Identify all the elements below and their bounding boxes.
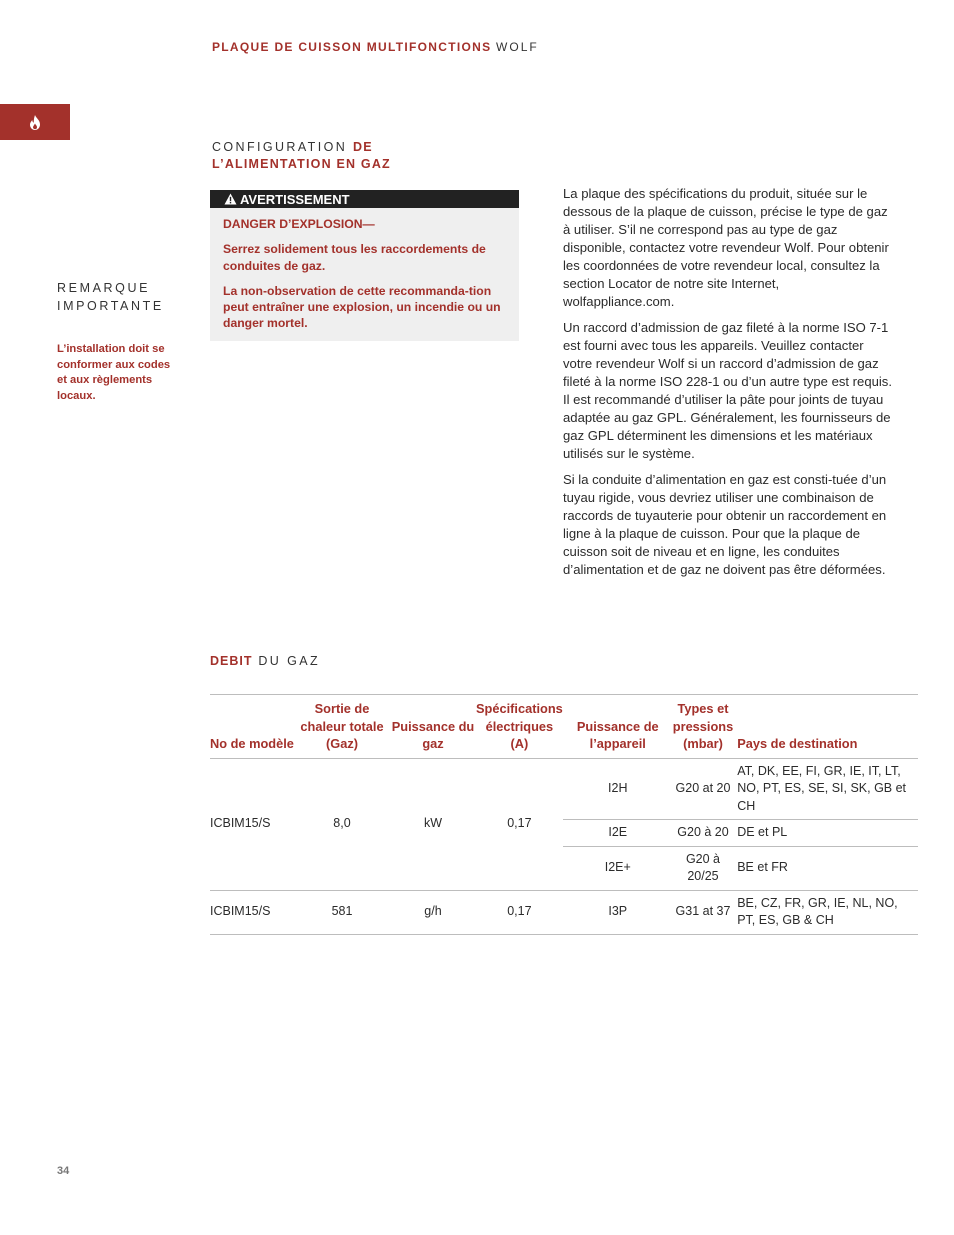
- cell-types: G20 à 20/25: [673, 846, 733, 890]
- gas-flow-title: [210, 654, 320, 668]
- header-types: Types et pressions (mbar): [673, 695, 733, 759]
- warning-text-1: Serrez solidement tous les raccordements de conduites de gaz.: [223, 242, 486, 273]
- header-brand: WOLF: [496, 40, 539, 54]
- cell-types: G20 à 20: [673, 820, 733, 847]
- header-elec: Spécifications électriques (A): [476, 695, 563, 759]
- cell-appliance: I3P: [563, 890, 673, 934]
- gas-flow-title-bold: DEBIT: [210, 654, 253, 668]
- cell-appliance: I2H: [563, 758, 673, 820]
- cell-dest: DE et PL: [733, 820, 918, 847]
- section-title-bold-1: DE: [353, 140, 373, 154]
- page-number: 34: [57, 1165, 70, 1177]
- body-paragraph-2: Un raccord d’admission de gaz fileté à la norme ISO 7-1 est fourni avec tous les appareils. Veuillez contacter votre revendeur Wolf si un raccord d’admission de gaz fileté à la norme ISO 228-1 ou d’un autre type est requis. Il est recommandé d’utiliser la pâte pour joints de tuyau adaptée au gaz GPL. Généralement, les fournisseurs de gaz GPL déterminent les dimensions et les matériaux utilisés sur le système.: [563, 320, 892, 461]
- header-power: Puissance du gaz: [390, 695, 476, 759]
- warning-box: [210, 190, 519, 341]
- cell-power: g/h: [390, 890, 476, 934]
- remarque-line2: IMPORTANTE: [57, 299, 164, 313]
- cell-output: 8,0: [294, 758, 390, 890]
- flame-tab: [0, 104, 70, 140]
- section-title-bold-2: L’ALIMENTATION EN GAZ: [212, 157, 391, 171]
- important-note-text: L’installation doit se conformer aux codes et aux règlements locaux.: [57, 343, 171, 403]
- body-paragraph-1: La plaque des spécifications du produit, située sur le dessous de la plaque de cuisson, précise le type de gaz à utiliser. S’il ne correspond pas au type de gaz disponible, contactez votre revendeur Wolf. Pour obtenir les coordonnées de votre revendeur local, consultez la section Locator de notre site Internet, wolfappliance.com.: [563, 186, 889, 309]
- cell-types: G20 at 20: [673, 758, 733, 820]
- body-text: [563, 185, 893, 587]
- remarque-line1: REMARQUE: [57, 281, 151, 295]
- gas-flow-title-plain: DU GAZ: [258, 654, 320, 668]
- warning-text-2: La non-observation de cette recommanda-tion peut entraîner une explosion, un incendie ou un danger mortel.: [223, 283, 501, 331]
- cell-elec: 0,17: [476, 758, 563, 890]
- cell-types: G31 at 37: [673, 890, 733, 934]
- cell-output: 581: [294, 890, 390, 934]
- running-header: [212, 40, 539, 54]
- header-model: No de modèle: [210, 695, 294, 759]
- table-header-row: [210, 695, 918, 759]
- cell-model: ICBIM15/S: [210, 890, 294, 934]
- header-title: PLAQUE DE CUISSON MULTIFONCTIONS: [212, 40, 492, 54]
- header-dest: Pays de destination: [733, 695, 918, 759]
- table-row: [210, 890, 918, 934]
- warning-label: AVERTISSEMENT: [240, 191, 350, 207]
- important-note-heading: [57, 279, 164, 315]
- warning-triangle-icon: [224, 193, 237, 205]
- cell-dest: BE et FR: [733, 846, 918, 890]
- flame-icon: [29, 115, 41, 130]
- cell-elec: 0,17: [476, 890, 563, 934]
- cell-appliance: I2E: [563, 820, 673, 847]
- gas-flow-table: [210, 694, 918, 935]
- cell-dest: BE, CZ, FR, GR, IE, NL, NO, PT, ES, GB & CH: [733, 890, 918, 934]
- table-row: [210, 758, 918, 820]
- cell-model: ICBIM15/S: [210, 758, 294, 890]
- section-title-plain: CONFIGURATION: [212, 140, 348, 154]
- body-paragraph-3: Si la conduite d’alimentation en gaz est consti-tuée d’un tuyau rigide, vous devriez utiliser une combinaison de raccords de tuyauterie pour obtenir un raccordement en ligne à la plaque de cuisson. Pour que la plaque de cuisson soit de niveau et en ligne, les conduites d’alimentation et de gaz ne doivent pas être déformées.: [563, 472, 887, 577]
- warning-content: [210, 208, 519, 332]
- header-output: Sortie de chaleur totale (Gaz): [294, 695, 390, 759]
- cell-appliance: I2E+: [563, 846, 673, 890]
- warning-heading: DANGER D’EXPLOSION—: [223, 217, 375, 231]
- cell-power: kW: [390, 758, 476, 890]
- section-title: [212, 139, 391, 173]
- header-appliance: Puissance de l’appareil: [563, 695, 673, 759]
- warning-bar: [210, 190, 519, 208]
- cell-dest: AT, DK, EE, FI, GR, IE, IT, LT, NO, PT, ES, SE, SI, SK, GB et CH: [733, 758, 918, 820]
